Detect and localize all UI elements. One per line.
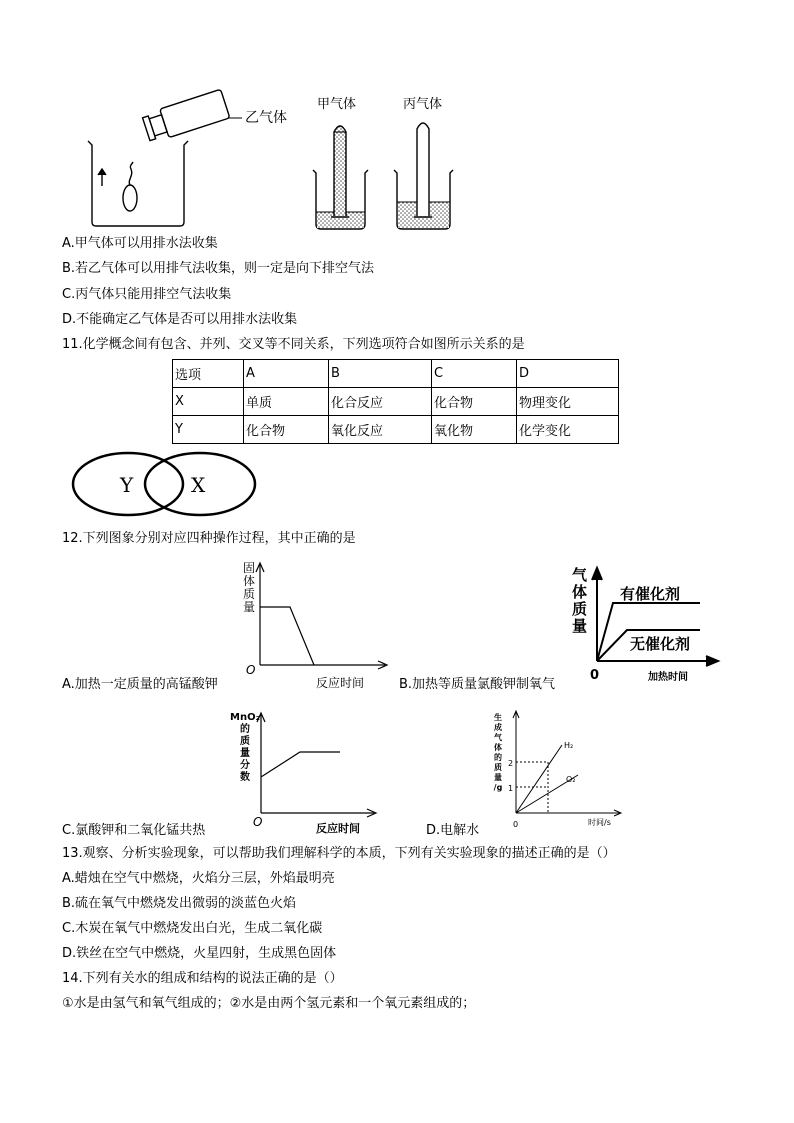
ylabel-char: 量 bbox=[243, 600, 256, 614]
table-cell: 物理变化 bbox=[517, 388, 619, 416]
table-cell: B bbox=[329, 360, 432, 388]
table-cell: A bbox=[244, 360, 329, 388]
ylabel-char: 体 bbox=[243, 574, 256, 588]
table-cell: 化合物 bbox=[244, 416, 329, 444]
graph-d-origin: 0 bbox=[513, 820, 519, 829]
ylabel-char: 的 bbox=[240, 724, 250, 735]
graph-c-caption: C.氯酸钾和二氧化锰共热 bbox=[62, 823, 206, 838]
q10-option-a: A.甲气体可以用排水法收集 bbox=[62, 236, 218, 251]
ylabel-char: 分 bbox=[240, 760, 250, 771]
ylabel-char: 量 bbox=[572, 617, 588, 635]
table-cell: X bbox=[173, 388, 244, 416]
ylabel-char: 生 bbox=[494, 713, 502, 722]
table-cell: 化学变化 bbox=[517, 416, 619, 444]
ylabel-char: 量 bbox=[240, 748, 250, 759]
q10-option-b: B.若乙气体可以用排气法收集，则一定是向下排空气法 bbox=[62, 261, 375, 276]
ylabel-char: 固 bbox=[243, 561, 256, 575]
graph-d-tick-1: 1 bbox=[508, 784, 514, 793]
table-cell: 选项 bbox=[173, 360, 244, 388]
venn-label-y: Y bbox=[120, 473, 134, 497]
graph-d-ylabel bbox=[492, 713, 504, 793]
q11-stem: 11.化学概念间有包含、并列、交叉等不同关系，下列选项符合如图所示关系的是 bbox=[62, 337, 525, 352]
graph-c-origin: O bbox=[253, 815, 263, 829]
graph-c-xlabel: 反应时间 bbox=[316, 822, 360, 835]
ylabel-char: 气 bbox=[572, 566, 588, 584]
graph-d-tick-2: 2 bbox=[508, 759, 514, 768]
ylabel-char: 质 bbox=[494, 763, 502, 772]
q13-option-c: C.木炭在氧气中燃烧发出白光，生成二氧化碳 bbox=[62, 921, 323, 936]
ylabel-char: 数 bbox=[240, 772, 250, 783]
graph-d-xlabel: 时间/s bbox=[588, 818, 611, 827]
ylabel-char: 质 bbox=[572, 600, 588, 618]
label-bing-gas: 丙气体 bbox=[403, 97, 443, 112]
ylabel-char: 质 bbox=[240, 736, 250, 747]
table-cell: Y bbox=[173, 416, 244, 444]
ylabel-char: 质 bbox=[243, 587, 256, 601]
graph-d-o2-label: O₂ bbox=[566, 775, 576, 784]
graph-b-origin: 0 bbox=[590, 668, 600, 683]
graph-b-line1-label: 有催化剂 bbox=[620, 585, 681, 603]
graph-b-line2-label: 无催化剂 bbox=[630, 635, 691, 653]
ylabel-char: 量 bbox=[494, 773, 502, 782]
ylabel-char: /g bbox=[493, 783, 503, 792]
graph-b-xlabel: 加热时间 bbox=[648, 672, 688, 683]
ylabel-char: 气 bbox=[494, 733, 502, 742]
ylabel-char: 成 bbox=[494, 723, 502, 732]
ylabel-char: 体 bbox=[572, 583, 588, 601]
graph-d-h2-label: H₂ bbox=[564, 741, 574, 750]
graph-d-caption: D.电解水 bbox=[426, 823, 480, 838]
table-cell: D bbox=[517, 360, 619, 388]
label-yi-gas: 乙气体 bbox=[245, 110, 287, 126]
table-cell: 氧化物 bbox=[432, 416, 517, 444]
q12-stem: 12.下列图象分别对应四种操作过程，其中正确的是 bbox=[62, 531, 356, 546]
q13-option-d: D.铁丝在空气中燃烧，火星四射，生成黑色固体 bbox=[62, 946, 337, 961]
ylabel-char: 的 bbox=[494, 753, 502, 762]
q10-option-c: C.丙气体只能用排空气法收集 bbox=[62, 287, 232, 302]
q13-stem: 13.观察、分析实验现象，可以帮助我们理解科学的本质，下列有关实验现象的描述正确的是（） bbox=[62, 846, 616, 861]
q13-option-a: A.蜡烛在空气中燃烧，火焰分三层，外焰最明亮 bbox=[62, 871, 335, 886]
ylabel-char: MnO₂ bbox=[230, 712, 260, 723]
table-cell: 化合物 bbox=[432, 388, 517, 416]
q14-statement-line: ①水是由氢气和氧气组成的；②水是由两个氢元素和一个氧元素组成的； bbox=[62, 996, 476, 1011]
graph-a-caption: A.加热一定质量的高锰酸钾 bbox=[62, 677, 218, 692]
graph-a-origin: O bbox=[246, 663, 256, 677]
q14-stem: 14.下列有关水的组成和结构的说法正确的是（） bbox=[62, 971, 343, 986]
q10-option-d: D.不能确定乙气体是否可以用排水法收集 bbox=[62, 312, 298, 327]
ylabel-char: 体 bbox=[494, 743, 502, 752]
graph-a-xlabel: 反应时间 bbox=[316, 676, 365, 690]
table-cell: 化合反应 bbox=[329, 388, 432, 416]
table-cell: 单质 bbox=[244, 388, 329, 416]
table-cell: C bbox=[432, 360, 517, 388]
q13-option-b: B.硫在氧气中燃烧发出微弱的淡蓝色火焰 bbox=[62, 896, 297, 911]
graph-b-caption: B.加热等质量氯酸钾制氧气 bbox=[399, 677, 556, 692]
label-jia-gas: 甲气体 bbox=[317, 97, 357, 112]
venn-label-x: X bbox=[191, 473, 206, 497]
table-cell: 氧化反应 bbox=[329, 416, 432, 444]
